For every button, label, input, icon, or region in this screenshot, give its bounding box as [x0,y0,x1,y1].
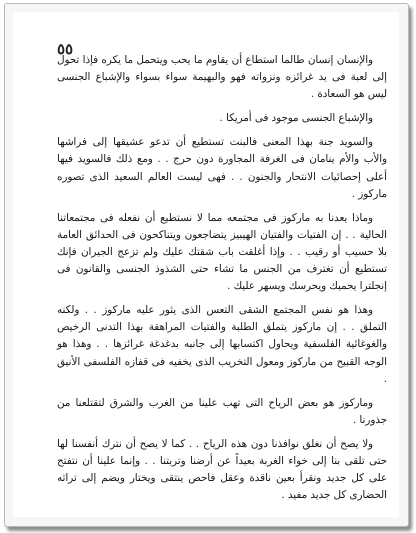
page-number: ٥٥ [57,40,74,58]
paragraph: ولا يصح أن نغلق نوافذنا دون هذه الرياح . . كما لا يصح أن نترك أنفسنا لها حتى تلقى بنا إلى خواء الغربة بعيداً عن أرضنا وتربتنا . . وإنما علينا أن نتفتح على كل جديد ونقرأ بعين ناقدة وعقل فاحص ينتقى ويختار ويضم إلى تراثه الحضارى كل جديد مفيد . [57,437,387,502]
paragraph: وهذا هو نفس المجتمع الشقى التعس الذى يثور عليه ماركوز . . ولكنه التملق . . إن ماركوز يتملق الطلبة والفتيات المراهقة بهذا التدنى الرخيص والغوغائية الفلسفية ويحاول اكتسابها إلى جانبه بدغدغة غرائزها . . وهذا هو الوجه القبيح من ماركوز ومعول التخريب الذى يخفيه فى قفازه الفلسفى الأنيق . [57,304,387,385]
paragraph: والإشباع الجنسى موجود فى أمريكا . [219,112,373,125]
paragraph: والسويد جنة بهذا المعنى فالبنت تستطيع أن تدعو عشيقها إلى فراشها والأب والأم ينامان فى الغرفة المجاورة دون حرج . . ومع ذلك فالسويد فيها أعلى إحصائيات الانتحار والجنون . . فهى ليست العالم السعيد الذى تصوره ماركوز . [57,136,387,200]
body-text [57,52,387,511]
paragraph: والإنسان إنسان طالما استطاع أن يقاوم ما يحب ويتحمل ما يكره فإذا تحول إلى لعبة فى يد غرائزه ونزواته فهو والبهيمة سواء بسواء والإشباع الجنسى ليس هو السعادة . [57,54,387,101]
paragraph: وماركوز هو بعض الرياح التى تهب علينا من الغرب والشرق لتقتلعنا من جذورنا . [57,396,387,426]
paragraph: وماذا يعدنا به ماركوز فى مجتمعه مما لا نستطيع أن نفعله فى مجتمعاتنا الحالية . . إن الفتيات والفتيان الهيبيز يتضاجعون ويتناكحون فى الحدائق العامة بلا حسيب أو رقيب . . وإذا أغلقت باب شقتك عليك ولم تزعج الجيران فإنك تستطيع أن تغترف من الجنس ما تشاء حتى الشذوذ الجنسى والقانون فى إنجلترا يحميك ويحرسك ويسهر عليك . [57,211,387,293]
page-frame [4,3,409,527]
page-sheet [13,12,399,517]
